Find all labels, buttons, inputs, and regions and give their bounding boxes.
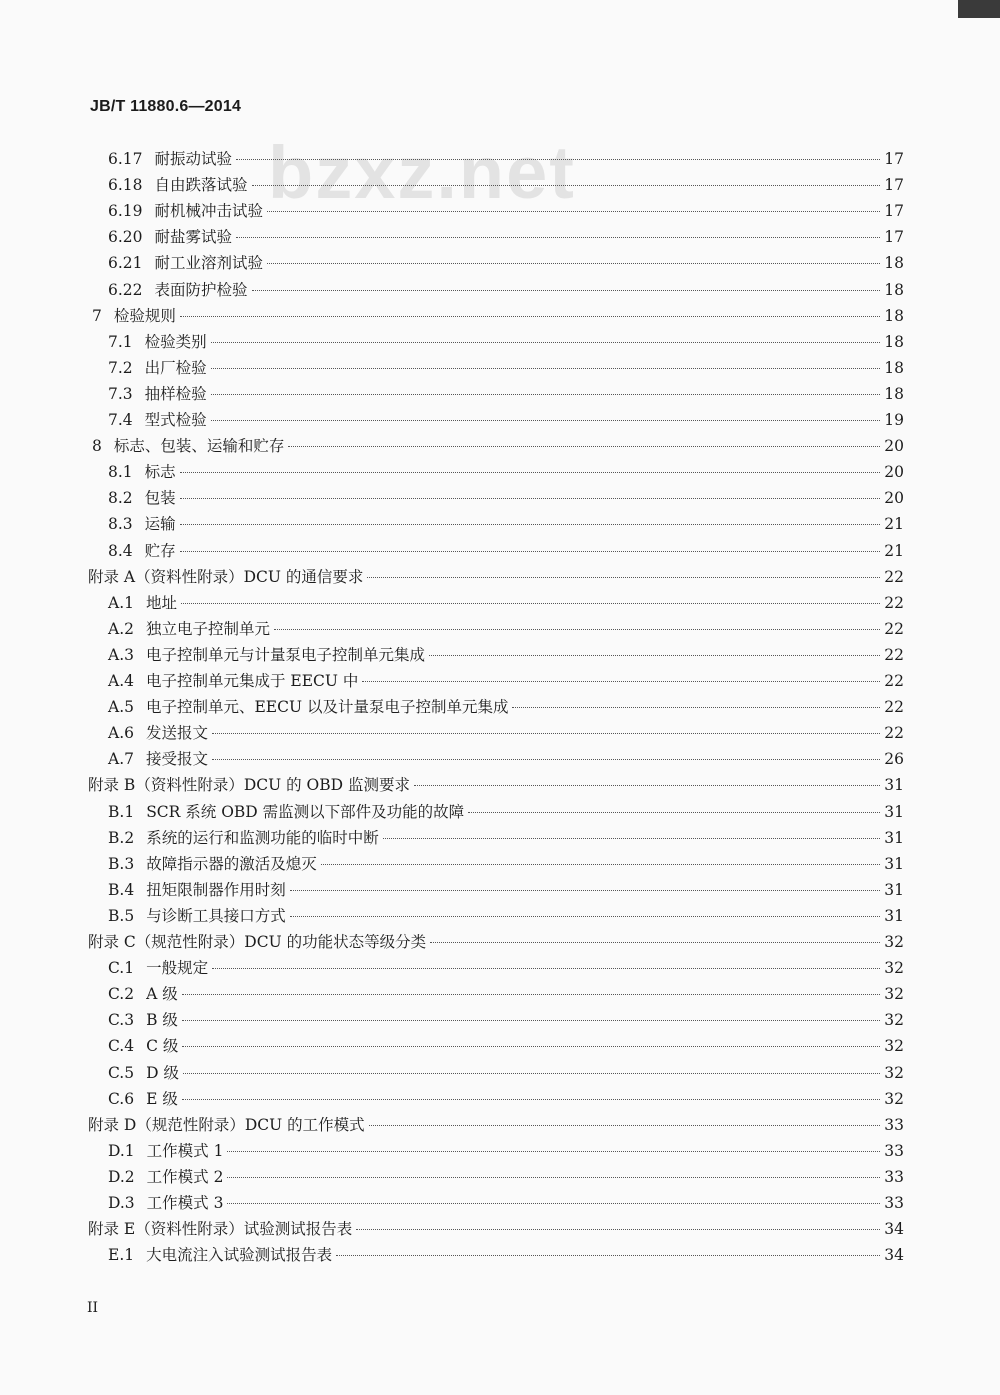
toc-entry[interactable] <box>108 538 904 564</box>
toc-entry-page: 17 <box>884 228 904 247</box>
toc-leader-dots <box>211 342 881 343</box>
toc-entry[interactable] <box>108 407 904 433</box>
toc-leader-dots <box>369 1125 881 1126</box>
toc-entry-number: C.5 <box>108 1063 135 1082</box>
toc-leader-dots <box>180 498 881 499</box>
toc-leader-dots <box>430 942 880 943</box>
toc-entry[interactable] <box>108 277 904 303</box>
toc-entry-number: 7.4 <box>108 411 133 429</box>
toc-entry-number: A.7 <box>108 750 134 769</box>
toc-entry-title: 耐工业溶剂试验 <box>154 254 264 273</box>
toc-entry[interactable] <box>108 1138 904 1164</box>
toc-entry-number: C.2 <box>108 985 135 1004</box>
toc-leader-dots <box>429 655 880 656</box>
toc-entry[interactable] <box>108 668 904 694</box>
toc-leader-dots <box>236 237 880 238</box>
toc-entry-page: 26 <box>884 750 904 769</box>
toc-entry[interactable] <box>108 250 904 276</box>
toc-entry-title: 系统的运行和监测功能的临时中断 <box>146 828 379 847</box>
toc-entry-page: 21 <box>884 541 904 560</box>
toc-entry-page: 18 <box>884 306 904 325</box>
page-number: II <box>87 1300 99 1316</box>
toc-leader-dots <box>212 968 880 969</box>
toc-entry-number: 附录 D <box>88 1115 137 1134</box>
toc-entry-number: E.1 <box>108 1246 135 1265</box>
toc-entry-page: 31 <box>884 880 904 899</box>
toc-entry-title: 独立电子控制单元 <box>145 619 270 638</box>
toc-leader-dots <box>180 551 881 552</box>
toc-entry-number: B.3 <box>108 854 135 873</box>
toc-entry-number: 8.3 <box>108 515 133 534</box>
toc-leader-dots <box>356 1229 880 1230</box>
toc-entry[interactable] <box>92 433 904 459</box>
toc-entry-page: 32 <box>884 1089 904 1108</box>
toc-entry[interactable] <box>108 642 904 668</box>
toc-leader-dots <box>274 629 880 630</box>
toc-entry-number: B.2 <box>108 828 135 847</box>
scan-corner-mark <box>958 0 1000 18</box>
toc-entry-page: 32 <box>884 959 904 978</box>
toc-entry-page: 18 <box>884 358 904 377</box>
toc-entry-page: 21 <box>884 515 904 534</box>
toc-entry-number: 7.2 <box>108 358 133 377</box>
toc-entry-number: 6.17 <box>108 150 143 168</box>
toc-entry[interactable] <box>108 224 904 250</box>
toc-entry-title: 耐机械冲击试验 <box>154 202 264 221</box>
toc-entry-title: 自由跌落试验 <box>154 176 248 195</box>
toc-entry-page: 22 <box>884 619 904 638</box>
toc-entry-number: 8.2 <box>108 489 133 508</box>
toc-entry-page: 18 <box>884 280 904 299</box>
toc-entry-title: 工作模式 1 <box>146 1141 224 1160</box>
toc-entry-number: 附录 B <box>88 776 136 795</box>
toc-entry-number: D.2 <box>108 1167 135 1186</box>
toc-entry-page: 33 <box>884 1141 904 1160</box>
toc-entry[interactable] <box>108 1242 904 1268</box>
toc-entry-title: 电子控制单元集成于 EECU 中 <box>145 672 359 690</box>
toc-entry-number: 附录 E <box>88 1220 136 1239</box>
toc-entry-page: 33 <box>884 1115 904 1134</box>
toc-leader-dots <box>362 681 880 682</box>
toc-entry-title: 一般规定 <box>146 959 209 978</box>
toc-entry-page: 31 <box>884 776 904 795</box>
toc-entry[interactable] <box>88 1112 904 1138</box>
toc-leader-dots <box>182 1099 880 1100</box>
toc-entry-number: B.5 <box>108 906 135 925</box>
toc-leader-dots <box>182 1020 880 1021</box>
toc-leader-dots <box>336 1255 880 1256</box>
toc-entry-title: 贮存 <box>144 541 176 560</box>
toc-leader-dots <box>212 733 880 734</box>
toc-entry-title: B 级 <box>146 1011 178 1030</box>
toc-entry[interactable] <box>108 329 904 355</box>
toc-entry[interactable] <box>108 146 904 172</box>
toc-entry[interactable] <box>108 746 904 772</box>
toc-entry-page: 18 <box>884 332 904 351</box>
toc-entry-page: 33 <box>884 1167 904 1186</box>
toc-entry-page: 22 <box>884 672 904 690</box>
toc-entry-number: 6.22 <box>108 280 143 299</box>
toc-entry[interactable] <box>108 1164 904 1190</box>
toc-entry-number: 7.3 <box>108 384 133 403</box>
toc-entry-title: 电子控制单元与计量泵电子控制单元集成 <box>145 645 425 664</box>
toc-entry-number: A.6 <box>108 724 134 743</box>
toc-leader-dots <box>288 446 880 447</box>
toc-entry[interactable] <box>108 903 904 929</box>
toc-entry-title: 出厂检验 <box>144 358 207 377</box>
toc-entry-number: 7 <box>92 306 102 325</box>
toc-leader-dots <box>236 159 880 160</box>
toc-entry-title: （资料性附录）试验测试报告表 <box>135 1220 353 1239</box>
toc-leader-dots <box>182 1046 880 1047</box>
toc-entry[interactable] <box>108 485 904 511</box>
toc-entry-number: 8.1 <box>108 463 133 482</box>
toc-entry-page: 19 <box>884 411 904 429</box>
toc-entry-page: 18 <box>884 254 904 273</box>
toc-entry-number: 6.20 <box>108 228 143 247</box>
toc-entry[interactable] <box>108 981 904 1007</box>
toc-entry[interactable] <box>88 1216 904 1242</box>
toc-entry-page: 31 <box>884 828 904 847</box>
toc-leader-dots <box>290 916 881 917</box>
toc-entry-number: A.2 <box>108 619 134 638</box>
toc-entry[interactable] <box>108 851 904 877</box>
toc-entry-title: 型式检验 <box>144 411 207 429</box>
toc-entry-number: 8 <box>92 437 102 456</box>
toc-entry-number: 7.1 <box>108 332 133 351</box>
toc-entry-page: 31 <box>884 802 904 821</box>
toc-entry-page: 22 <box>884 593 904 612</box>
toc-entry-number: A.3 <box>108 645 134 664</box>
toc-entry-title: 运输 <box>144 515 176 534</box>
toc-entry-title: 故障指示器的激活及熄灭 <box>146 854 317 873</box>
toc-entry-title: （资料性附录）DCU 的通信要求 <box>135 567 364 586</box>
toc-entry[interactable] <box>108 355 904 381</box>
toc-entry[interactable] <box>108 877 904 903</box>
standard-code: JB/T 11880.6—2014 <box>90 98 242 115</box>
toc-entry-title: 扭矩限制器作用时刻 <box>146 880 286 899</box>
toc-entry[interactable] <box>108 511 904 537</box>
toc-leader-dots <box>414 785 880 786</box>
toc-entry-page: 20 <box>884 489 904 508</box>
toc-entry-page: 32 <box>884 1063 904 1082</box>
toc-entry-number: C.1 <box>108 959 135 978</box>
toc-entry-title: 耐振动试验 <box>154 150 233 168</box>
toc-entry-title: 接受报文 <box>145 750 208 769</box>
toc-entry-title: 抽样检验 <box>144 384 207 403</box>
toc-entry-title: E 级 <box>146 1089 178 1108</box>
toc-entry-page: 20 <box>884 463 904 482</box>
toc-entry-title: 发送报文 <box>145 724 208 743</box>
toc-entry-number: D.3 <box>108 1194 135 1212</box>
toc-leader-dots <box>367 577 880 578</box>
toc-entry[interactable] <box>108 799 904 825</box>
toc-entry[interactable] <box>108 720 904 746</box>
toc-entry-page: 32 <box>884 933 904 951</box>
toc-entry[interactable] <box>88 564 904 590</box>
toc-leader-dots <box>383 838 881 839</box>
toc-entry-page: 34 <box>884 1220 904 1239</box>
toc-leader-dots <box>468 812 880 813</box>
toc-leader-dots <box>227 1177 880 1178</box>
toc-entry-page: 32 <box>884 1037 904 1056</box>
toc-leader-dots <box>290 890 881 891</box>
toc-entry-title: 标志、包装、运输和贮存 <box>113 437 285 456</box>
toc-entry-page: 32 <box>884 985 904 1004</box>
toc-entry-title: 检验类别 <box>144 332 207 351</box>
toc-entry-title: 工作模式 3 <box>146 1194 224 1212</box>
toc-entry-page: 20 <box>884 437 904 456</box>
toc-entry-title: 工作模式 2 <box>146 1167 224 1186</box>
toc-entry-number: A.5 <box>108 698 134 717</box>
toc-entry-page: 22 <box>884 698 904 717</box>
toc-leader-dots <box>252 185 881 186</box>
toc-entry-title: 地址 <box>145 593 177 612</box>
toc-entry-page: 32 <box>884 1011 904 1030</box>
toc-leader-dots <box>512 707 880 708</box>
toc-entry-title: （规范性附录）DCU 的工作模式 <box>136 1115 365 1134</box>
toc-entry-number: B.1 <box>108 802 135 821</box>
toc-leader-dots <box>180 472 881 473</box>
toc-entry-title: 标志 <box>144 463 176 482</box>
toc-leader-dots <box>227 1203 880 1204</box>
toc-entry-page: 31 <box>884 854 904 873</box>
toc-entry-number: C.3 <box>108 1011 135 1030</box>
toc-entry-page: 22 <box>884 567 904 586</box>
toc-entry-number: B.4 <box>108 880 135 899</box>
toc-entry-number: 6.21 <box>108 254 143 273</box>
toc-leader-dots <box>267 211 880 212</box>
toc-leader-dots <box>211 420 881 421</box>
toc-leader-dots <box>211 368 881 369</box>
toc-leader-dots <box>227 1151 880 1152</box>
toc-leader-dots <box>267 263 880 264</box>
toc-entry-title: A 级 <box>146 985 178 1004</box>
toc-entry-title: SCR 系统 OBD 需监测以下部件及功能的故障 <box>146 802 465 821</box>
toc-entry-page: 22 <box>884 645 904 664</box>
toc-entry-page: 17 <box>884 176 904 195</box>
toc-entry-page: 31 <box>884 906 904 925</box>
toc-entry[interactable] <box>108 694 904 720</box>
toc-entry-title: C 级 <box>146 1037 179 1056</box>
toc-entry-page: 33 <box>884 1194 904 1212</box>
toc-entry[interactable] <box>108 616 904 642</box>
toc-entry[interactable] <box>88 772 904 798</box>
toc-entry-title: 检验规则 <box>113 306 176 325</box>
toc-entry-title: 电子控制单元、EECU 以及计量泵电子控制单元集成 <box>145 698 509 717</box>
toc-entry-page: 18 <box>884 384 904 403</box>
toc-entry-page: 17 <box>884 202 904 221</box>
toc-entry[interactable] <box>108 381 904 407</box>
toc-entry[interactable] <box>108 198 904 224</box>
toc-entry[interactable] <box>108 1007 904 1033</box>
toc-entry[interactable] <box>108 1033 904 1059</box>
toc-entry-number: D.1 <box>108 1141 135 1160</box>
toc-entry-number: A.4 <box>108 672 134 690</box>
toc-leader-dots <box>182 994 881 995</box>
toc-entry-title: 表面防护检验 <box>154 280 248 299</box>
toc-entry-title: 耐盐雾试验 <box>154 228 233 247</box>
toc-entry[interactable] <box>92 303 904 329</box>
toc-entry-title: 大电流注入试验测试报告表 <box>146 1246 333 1265</box>
toc-entry-title: 与诊断工具接口方式 <box>146 906 286 925</box>
toc-entry[interactable] <box>108 955 904 981</box>
toc-entry[interactable] <box>108 172 904 198</box>
toc-entry-number: 6.18 <box>108 176 143 195</box>
toc-entry-title: 包装 <box>144 489 176 508</box>
watermark: bzxz.net <box>268 131 576 214</box>
toc-entry-title: （资料性附录）DCU 的 OBD 监测要求 <box>135 776 410 795</box>
toc-entry[interactable] <box>108 1190 904 1216</box>
toc-leader-dots <box>183 1073 880 1074</box>
toc-entry[interactable] <box>108 825 904 851</box>
toc-leader-dots <box>212 759 880 760</box>
toc-entry-number: 6.19 <box>108 202 143 221</box>
toc-entry[interactable] <box>108 1060 904 1086</box>
toc-entry-number: 附录 A <box>88 567 136 586</box>
toc-entry-number: C.6 <box>108 1089 135 1108</box>
toc-leader-dots <box>252 290 881 291</box>
toc-leader-dots <box>211 394 881 395</box>
toc-leader-dots <box>180 316 880 317</box>
toc-leader-dots <box>180 524 881 525</box>
toc-entry-title: D 级 <box>146 1063 179 1082</box>
toc-entry-number: 附录 C <box>88 933 136 951</box>
toc-entry-page: 17 <box>884 150 904 168</box>
toc-entry[interactable] <box>108 590 904 616</box>
toc-entry-number: 8.4 <box>108 541 133 560</box>
toc-entry-number: A.1 <box>108 593 134 612</box>
toc-entry-title: （规范性附录）DCU 的功能状态等级分类 <box>135 933 427 951</box>
toc-entry[interactable] <box>108 1086 904 1112</box>
toc-entry-page: 34 <box>884 1246 904 1265</box>
toc-leader-dots <box>181 603 880 604</box>
toc-entry[interactable] <box>108 459 904 485</box>
toc-entry[interactable] <box>88 929 904 955</box>
toc-leader-dots <box>321 864 881 865</box>
toc-entry-page: 22 <box>884 724 904 743</box>
toc-entry-number: C.4 <box>108 1037 135 1056</box>
